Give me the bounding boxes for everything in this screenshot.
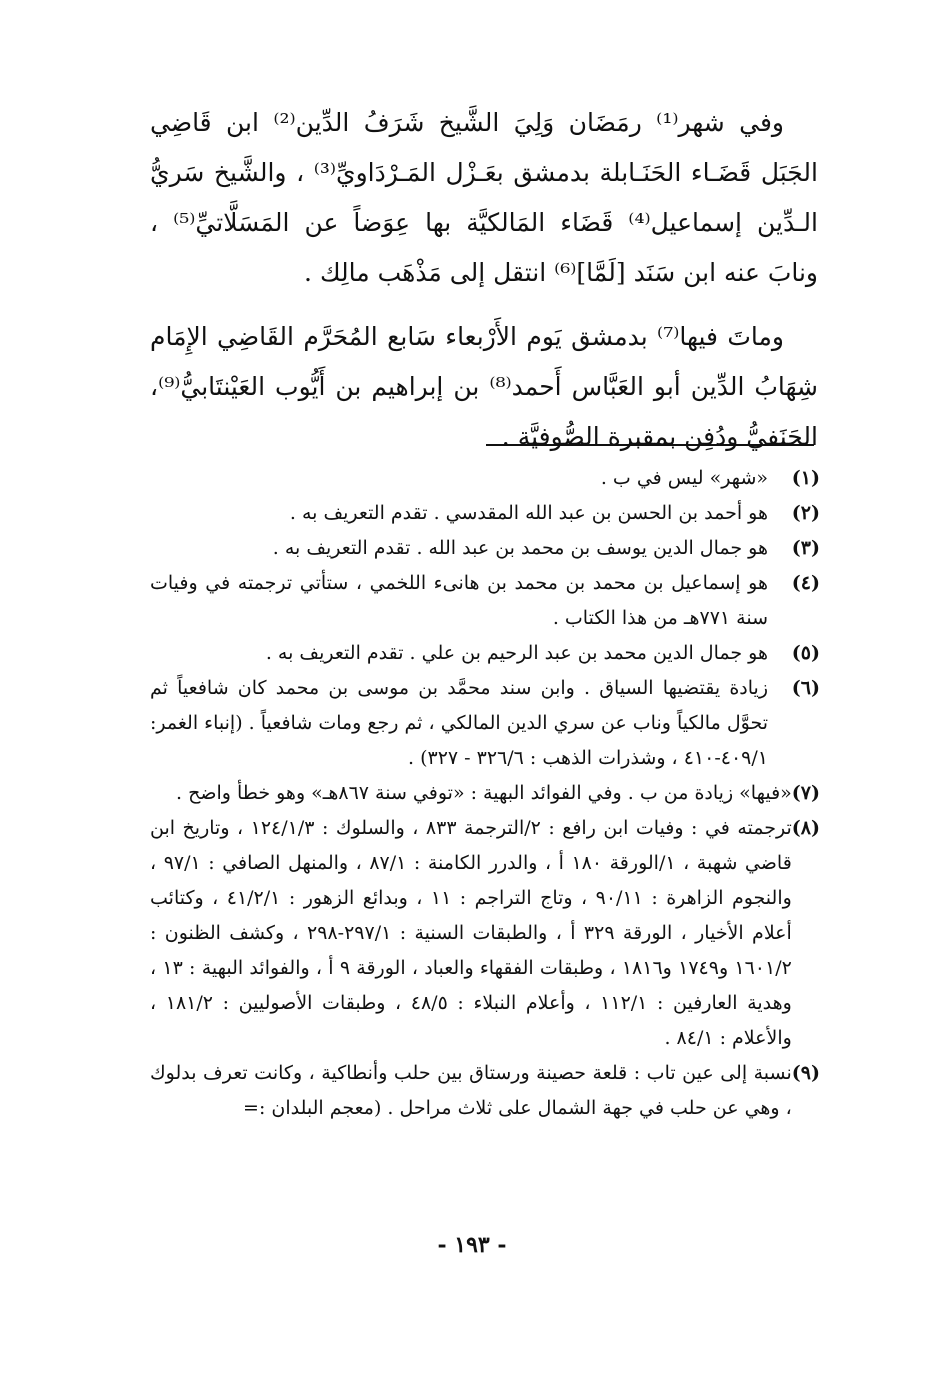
- footnote-separator: [486, 444, 814, 446]
- main-paragraph-1: وفي شهر⁽¹⁾ رمَضَان وَلِيَ الشَّيخ شَرَفُ الدِّين⁽²⁾ ابن قَاضِي الجَبَل قَضَـاء الحَنَـابلة بدمشق بعَـزْل المَـرْدَاويِّ⁽³⁾ ، والشَّيخ سَريُّ الـدِّين إسماعيل⁽⁴⁾ قَضَاء المَالكيَّة بها عِوَضاً عن المَسَلَّاتيِّ⁽⁵⁾ ، ونابَ عنه ابن سَنَد [لَمَّا]⁽⁶⁾ انتقل إلى مَذْهَب مالِك .: [150, 108, 818, 287]
- footnote-number: (٣): [791, 537, 820, 559]
- footnotes: [150, 461, 820, 1126]
- footnote-text: هو إسماعيل بن محمد بن محمد بن هانىء اللخمي ، ستأتي ترجمته في وفيات سنة ٧٧١هـ من هذا الكتاب .: [150, 572, 768, 629]
- footnote-3: [150, 531, 820, 566]
- footnote-number: (٢): [791, 502, 820, 524]
- footnote-text: «شهر» ليس في ب .: [600, 467, 768, 489]
- footnote-9: [150, 1056, 820, 1126]
- footnote-text: هو أحمد بن الحسن بن عبد الله المقدسي . تقدم التعريف به .: [289, 502, 768, 524]
- footnote-number: (٥): [791, 642, 820, 664]
- main-paragraph-2: وماتَ فيها⁽⁷⁾ بدمشق يَوم الأَرْبعاء سَابع المُحَرَّم القَاضِي الإِمَام شِهَابُ الدِّين أبو العَبَّاس أَحمد⁽⁸⁾ بن إبراهيم بن أَيُّوب العَيْنتَابيُّ⁽⁹⁾، الحَنَفيُّ ودُفِن بمقبرة الصُّوفيَّة .: [150, 322, 818, 451]
- footnote-text: زيادة يقتضيها السياق . وابن سند محمَّد بن موسى بن محمد كان شافعياً ثم تحوَّل مالكياً وناب عن سري الدين المالكي ، ثم رجع ومات شافعياً . (إنباء الغمر: ٤٠٩/١-٤١٠ ، وشذرات الذهب : ٣٢٦/٦ - ٣٢٧) .: [150, 677, 768, 769]
- footnote-8: [150, 811, 820, 1056]
- footnote-7: [150, 776, 820, 811]
- page-number: - ١٩٣ -: [437, 1232, 507, 1258]
- footnote-number: (٩): [791, 1062, 820, 1084]
- footnote-text: هو جمال الدين يوسف بن محمد بن عبد الله . تقدم التعريف به .: [272, 537, 768, 559]
- footnote-2: [150, 496, 820, 531]
- footnote-number: (٧): [791, 782, 820, 804]
- footnote-number: (٨): [791, 817, 820, 839]
- footnote-text: نسبة إلى عين تاب : قلعة حصينة ورستاق بين حلب وأنطاكية ، وكانت تعرف بدلوك ، وهي عن حلب في جهة الشمال على ثلاث مراحل . (معجم البلدان :=: [150, 1062, 792, 1119]
- footnote-number: (٦): [791, 677, 820, 699]
- footnote-text: «فيها» زيادة من ب . وفي الفوائد البهية : «توفي سنة ٨٦٧هـ» وهو خطأ واضح .: [175, 782, 792, 804]
- footnote-text: ترجمته في : وفيات ابن رافع : ٢/الترجمة ٨٣٣ ، والسلوك : ١٢٤/١/٣ ، وتاريخ ابن قاضي شهبة ، ١/الورقة ١٨٠ أ ، والدرر الكامنة : ٨٧/١ ، والمنهل الصافي : ٩٧/١ ، والنجوم الزاهرة : ٩٠/١١ ، وتاج التراجم : ١١ ، وبدائع الزهور : ٤١/٢/١ ، وكتائب أعلام الأخيار ، الورقة ٣٢٩ أ ، والطبقات السنية : ٢٩٧/١-٢٩٨ ، وكشف الظنون : ١٦٠١/٢ و١٧٤٩ و١٨١٦ ، وطبقات الفقهاء والعباد ، الورقة ٩ أ ، والفوائد البهية : ١٣ ، وهدية العارفين : ١١٢/١ ، وأعلام النبلاء : ٤٨/٥ ، وطبقات الأصوليين : ١٨١/٢ ، والأعلام : ٨٤/١ .: [150, 817, 792, 1049]
- main-text: [150, 98, 818, 462]
- footnote-text: هو جمال الدين محمد بن عبد الرحيم بن علي . تقدم التعريف به .: [265, 642, 768, 664]
- footnote-number: (١): [791, 467, 820, 489]
- footnote-5: [150, 636, 820, 671]
- footnote-6: [150, 671, 820, 776]
- footnote-4: [150, 566, 820, 636]
- footnote-number: (٤): [791, 572, 820, 594]
- footnote-1: [150, 461, 820, 496]
